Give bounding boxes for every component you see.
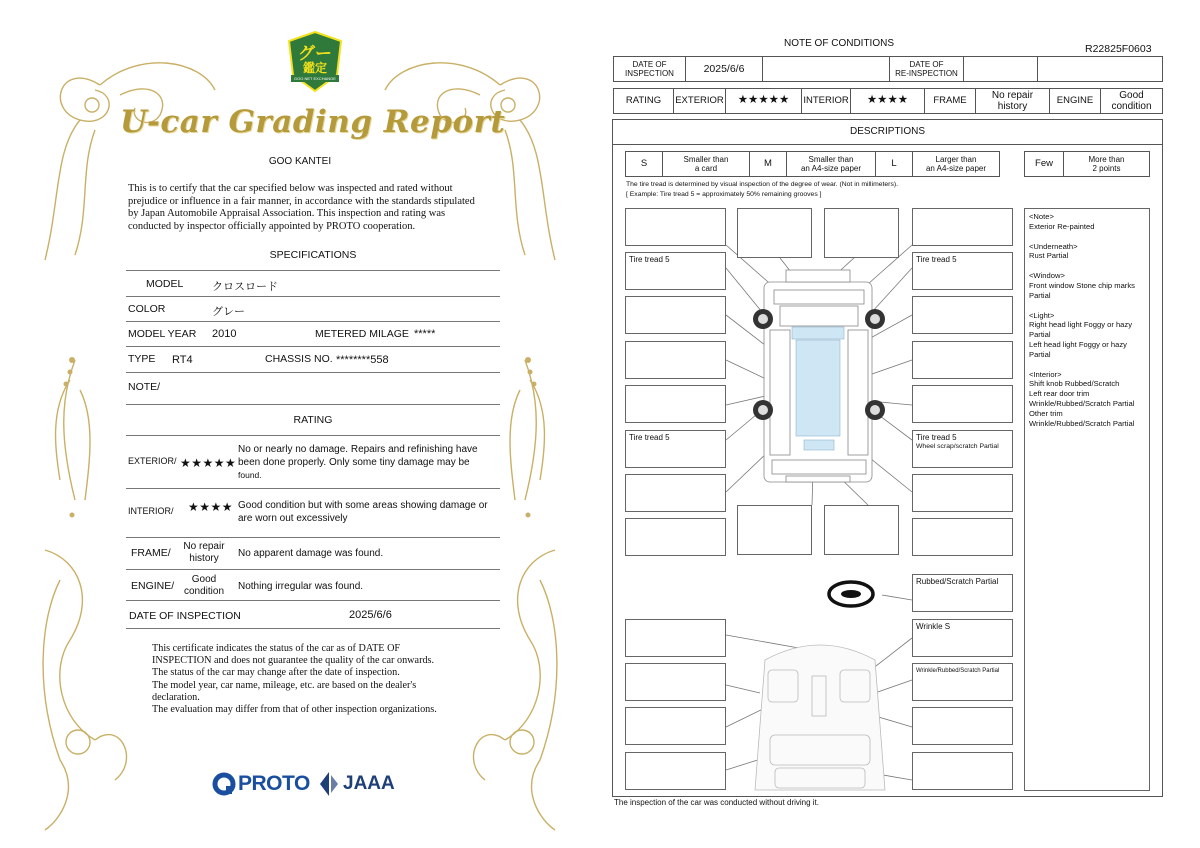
detail-box xyxy=(625,208,726,246)
detail-box xyxy=(912,752,1013,790)
detail-box-steering: Rubbed/Scratch Partial xyxy=(912,574,1013,612)
specs-heading: SPECIFICATIONS xyxy=(269,249,357,261)
reference-number: R22825F0603 xyxy=(1085,43,1152,55)
certificate-footer: This certificate indicates the status of the car as of DATE OF INSPECTION and does not guarantee the quality of the car onwards. The status of the car may change after the date of inspection. The model year, car name, mileage, etc. are based on the dealer's declaration. The evaluation may differ from that of other inspection organizations. xyxy=(152,643,437,716)
certificate-intro: This is to certify that the car specified below was inspected and rated without prejudice or influence in a fair manner, in accordance with the standards stipulated by Japan Automobile Appraisal Association. This inspection and rating was conducted by inspector officially appointed by PROTO cooperation. xyxy=(128,183,475,232)
certificate-subtitle: GOO KANTEI xyxy=(268,156,332,167)
detail-box xyxy=(625,341,726,379)
rating-heading: RATING xyxy=(293,414,333,426)
detail-box xyxy=(912,208,1013,246)
interior-description: Good condition but with some areas showing damage or are worn out excessively xyxy=(238,500,488,524)
metered-value: ***** xyxy=(414,328,436,340)
proto-logo-text: PROTO xyxy=(238,772,310,795)
engine-label: ENGINE/ xyxy=(131,580,175,592)
divider xyxy=(126,569,500,570)
inspection-date-label: DATE OF INSPECTION xyxy=(129,610,241,622)
type-value: RT4 xyxy=(172,354,193,366)
frame-label: FRAME xyxy=(924,88,976,114)
date-of-inspection-label: DATE OF INSPECTION xyxy=(613,56,686,82)
rating-label: RATING xyxy=(613,88,674,114)
notes-panel: <Note> Exterior Re-painted <Underneath> Rust Partial <Window> Front window Stone chip marks Partial <Light> Right head light Foggy or hazy Partial Left head light Foggy or hazy Partial <Interior> Shift knob Rubbed/Scratch Left rear door trim Wrinkle/Rubbed/Scratch Partial Other trim Wrinkle/Rubbed/Scratch Partial xyxy=(1024,208,1150,791)
engine-description: Nothing irregular was found. xyxy=(238,581,364,592)
frame-label: FRAME/ xyxy=(131,547,171,559)
detail-box xyxy=(625,752,726,790)
badge-top-text: グー xyxy=(298,44,332,63)
detail-box xyxy=(912,341,1013,379)
detail-box xyxy=(625,474,726,512)
chassis-label: CHASSIS NO. xyxy=(265,353,333,365)
conditions-footer: The inspection of the car was conducted without driving it. xyxy=(614,798,819,807)
model-year-value: 2010 xyxy=(212,328,237,340)
legend-few-description: More than 2 points xyxy=(1063,151,1150,177)
conditions-heading: NOTE OF CONDITIONS xyxy=(784,38,894,49)
interior-label: INTERIOR/ xyxy=(128,506,174,516)
detail-box-tire-rear-right: Tire tread 5 Wheel scrap/scratch Partial xyxy=(912,430,1013,468)
re-inspection-label: DATE OF RE-INSPECTION xyxy=(889,56,964,82)
detail-box xyxy=(824,208,899,258)
frame-value: No repair history xyxy=(183,541,225,564)
divider xyxy=(126,435,500,436)
model-label: MODEL xyxy=(146,278,184,290)
proto-mark-icon xyxy=(212,772,236,796)
detail-box-wrinkle-partial: Wrinkle/Rubbed/Scratch Partial xyxy=(912,663,1013,701)
legend-l-description: Larger than an A4-size paper xyxy=(912,151,1000,177)
detail-box xyxy=(625,296,726,334)
divider xyxy=(126,321,500,322)
badge-bottom-text: 鑑定 xyxy=(302,61,327,75)
descriptions-heading: DESCRIPTIONS xyxy=(849,126,925,137)
detail-box xyxy=(625,619,726,657)
interior-stars: ★★★★ xyxy=(850,88,925,114)
inspection-date-value: 2025/6/6 xyxy=(349,609,392,621)
divider xyxy=(126,628,500,629)
type-label: TYPE xyxy=(128,353,156,365)
divider xyxy=(126,404,500,405)
legend-m-description: Smaller than an A4-size paper xyxy=(786,151,876,177)
color-label: COLOR xyxy=(128,303,166,315)
divider xyxy=(126,372,500,373)
engine-value: Good condition xyxy=(1100,88,1163,114)
jaaa-logo-text: JAAA xyxy=(343,773,395,794)
detail-box xyxy=(625,663,726,701)
exterior-stars: ★★★★★ xyxy=(180,456,237,470)
legend-m: M xyxy=(749,151,787,177)
detail-box-wrinkle: Wrinkle S xyxy=(912,619,1013,657)
legend-few: Few xyxy=(1024,151,1064,177)
model-year-label: MODEL YEAR xyxy=(128,328,197,340)
divider xyxy=(126,346,500,347)
metered-label: METERED MILAGE xyxy=(315,328,409,340)
detail-box-tire-front-left: Tire tread 5 xyxy=(625,252,726,290)
detail-box xyxy=(912,474,1013,512)
divider xyxy=(126,600,500,601)
badge-ribbon-text: GOO NET EXCHANGE xyxy=(294,76,336,81)
detail-box xyxy=(824,505,899,555)
divider xyxy=(126,270,500,271)
model-value: クロスロード xyxy=(212,281,278,293)
tread-note: The tire tread is determined by visual inspection of the degree of wear. (Not in millimeters). [ Example: Tire tread 5 = approximately 50% remaining grooves ] xyxy=(626,181,898,198)
date-of-inspection-value: 2025/6/6 xyxy=(685,56,763,82)
jaaa-logo xyxy=(318,770,395,798)
detail-box xyxy=(912,296,1013,334)
chassis-value: ********558 xyxy=(336,354,389,366)
frame-description: No apparent damage was found. xyxy=(238,548,384,559)
detail-box-tire-rear-left: Tire tread 5 xyxy=(625,430,726,468)
exterior-description: No or nearly no damage. Repairs and refinishing have been done properly. Only some tiny damage may be found. xyxy=(238,444,478,480)
exterior-label: EXTERIOR/ xyxy=(128,456,177,466)
detail-box xyxy=(912,707,1013,745)
detail-box xyxy=(912,385,1013,423)
engine-value: Good condition xyxy=(183,574,225,597)
divider xyxy=(126,537,500,538)
engine-label: ENGINE xyxy=(1049,88,1101,114)
interior-stars: ★★★★ xyxy=(188,500,234,514)
note-label: NOTE/ xyxy=(128,381,161,393)
steering-wheel-icon xyxy=(829,582,873,606)
detail-box xyxy=(737,208,812,258)
certificate-title: U-car Grading Report xyxy=(120,104,506,140)
interior-label: INTERIOR xyxy=(801,88,851,114)
detail-box xyxy=(625,707,726,745)
legend-l: L xyxy=(875,151,913,177)
detail-box xyxy=(625,518,726,556)
legend-s-description: Smaller than a card xyxy=(662,151,750,177)
color-value: グレー xyxy=(212,306,245,318)
detail-box xyxy=(737,505,812,555)
detail-box-tire-front-right: Tire tread 5 xyxy=(912,252,1013,290)
goo-kantei-badge xyxy=(287,31,343,93)
conditions-panel xyxy=(600,0,1200,848)
divider xyxy=(126,488,500,489)
divider xyxy=(126,296,500,297)
detail-box xyxy=(625,385,726,423)
jaaa-mark-icon xyxy=(318,771,340,797)
exterior-stars: ★★★★★ xyxy=(725,88,802,114)
legend-s: S xyxy=(625,151,663,177)
exterior-label: EXTERIOR xyxy=(673,88,726,114)
detail-box xyxy=(912,518,1013,556)
proto-logo xyxy=(212,770,310,798)
frame-value: No repair history xyxy=(975,88,1050,114)
